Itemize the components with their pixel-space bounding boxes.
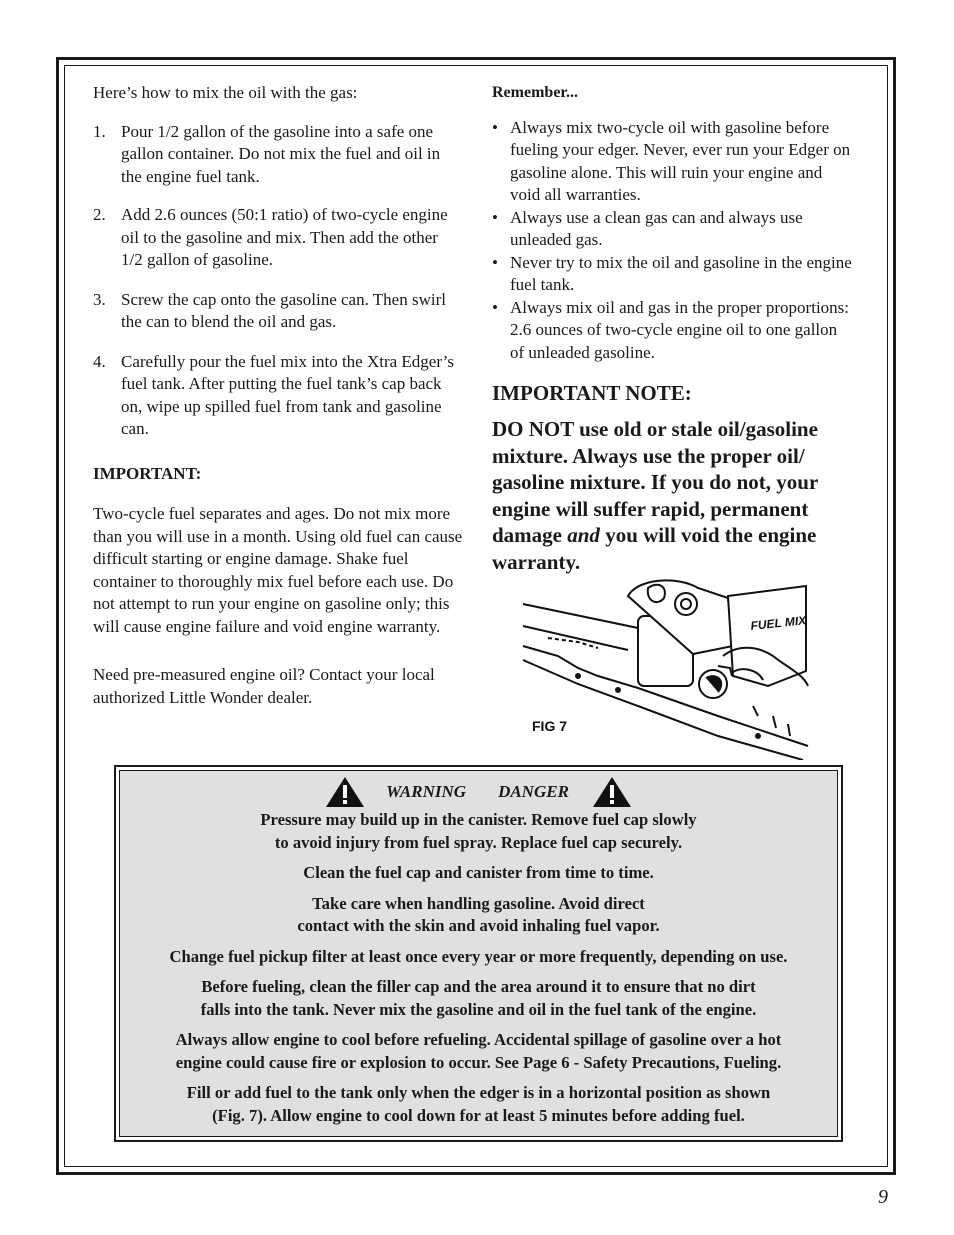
step-item [93, 289, 463, 334]
warning-line: Clean the fuel cap and canister from time to time. [303, 863, 654, 882]
remember-item [492, 252, 852, 297]
remember-list [492, 117, 852, 365]
step-number: 4. [93, 351, 106, 371]
remember-item [492, 297, 852, 365]
remember-text: Never try to mix the oil and gasoline in the engine fuel tank. [510, 252, 852, 294]
warning-paragraph [119, 1082, 838, 1127]
note-text-emphasis: and [567, 523, 600, 547]
warning-line: falls into the tank. Never mix the gasoline and oil in the fuel tank of the engine. [200, 999, 757, 1019]
warning-line: to avoid injury from fuel spray. Replace fuel cap securely. [274, 832, 683, 852]
important-heading: IMPORTANT: [93, 463, 202, 483]
important-note-text [492, 416, 852, 575]
step-text: Add 2.6 ounces (50:1 ratio) of two-cycle engine oil to the gasoline and mix. Then add the other 1/2 gallon of gasoline. [121, 205, 448, 269]
warning-line: Before fueling, clean the filler cap and the area around it to ensure that no dirt [201, 977, 756, 996]
bullet-icon: • [492, 117, 498, 137]
important-text: Two-cycle fuel separates and ages. Do not mix more than you will use in a month. Using old fuel can cause difficult starting or engine damage. Shake fuel container to thoroughly mix fuel before each use. Do not attempt to run your engine on gasoline only; this will cause engine failure and void engine warranty. [93, 504, 463, 636]
warning-triangle-icon [324, 775, 366, 809]
note-text-part1: DO NOT use old or stale oil/gasoline mixture. Always use the proper oil/ gasoline mixture. If you do not, your engine will suffer rapid, permanent damage [492, 417, 818, 547]
warning-line: engine could cause fire or explosion to occur. See Page 6 - Safety Precautions, Fueling. [175, 1052, 782, 1072]
dealer-text: Need pre-measured engine oil? Contact your local authorized Little Wonder dealer. [93, 665, 435, 707]
remember-item [492, 117, 852, 207]
warning-paragraph [119, 809, 838, 854]
warning-paragraph [119, 862, 838, 885]
warning-paragraph [119, 893, 838, 938]
step-text: Carefully pour the fuel mix into the Xtra Edger’s fuel tank. After putting the fuel tank’s cap back on, wipe up spilled fuel from tank and gasoline can. [121, 351, 454, 438]
warning-content [119, 775, 838, 1135]
tank-cap [675, 593, 697, 615]
step-item [93, 121, 463, 189]
remember-text: Always use a clean gas can and always use unleaded gas. [510, 207, 803, 249]
warning-line: contact with the skin and avoid inhaling fuel vapor. [297, 916, 660, 935]
warning-label: WARNING [386, 781, 467, 801]
shaft-ribbing [548, 638, 598, 648]
warning-line: Change fuel pickup filter at least once every year or more frequently, depending on use. [169, 946, 788, 966]
step-number: 3. [93, 289, 106, 309]
bullet-icon: • [492, 297, 498, 317]
mix-steps [93, 121, 463, 441]
warning-paragraph [119, 976, 838, 1021]
warning-header [119, 775, 838, 809]
step-text: Screw the cap onto the gasoline can. Then swirl the can to blend the oil and gas. [121, 289, 446, 331]
right-column [492, 82, 852, 575]
rivet [756, 734, 760, 738]
step-item [93, 351, 463, 441]
danger-label: DANGER [498, 781, 569, 801]
warning-line: (Fig. 7). Allow engine to cool down for at least 5 minutes before adding fuel. [212, 1105, 745, 1125]
figure-7-illustration [518, 576, 813, 760]
left-column [93, 82, 463, 709]
page-number: 9 [878, 1186, 888, 1208]
danger-triangle-icon [591, 775, 633, 809]
step-number: 1. [93, 121, 106, 141]
warning-line: Always allow engine to cool before refueling. Accidental spillage of gasoline over a hot [175, 1030, 782, 1049]
remember-heading: Remember... [492, 84, 579, 101]
warning-line: Pressure may build up in the canister. Remove fuel cap slowly [260, 810, 697, 829]
step-item [93, 204, 463, 272]
important-note-heading: IMPORTANT NOTE: [492, 381, 692, 405]
ground-marks [753, 706, 790, 736]
fuel-can-label: FUEL MIX [749, 613, 807, 633]
warning-paragraph [119, 1029, 838, 1074]
rivet [576, 674, 580, 678]
warning-paragraph [119, 946, 838, 969]
warning-line: Take care when handling gasoline. Avoid direct [312, 893, 645, 913]
remember-text: Always mix oil and gas in the proper proportions: 2.6 ounces of two-cycle engine oil to one gallon of unleaded gasoline. [510, 297, 850, 362]
step-number: 2. [93, 205, 106, 224]
step-text: Pour 1/2 gallon of the gasoline into a safe one gallon container. Do not mix the fuel and oil in the engine fuel tank. [121, 121, 441, 186]
remember-text: Always mix two-cycle oil with gasoline before fueling your edger. Never, ever run your Edger on gasoline alone. This will ruin your engine and void all warranties. [510, 117, 851, 204]
shaft-bottom-line [523, 626, 628, 650]
bullet-icon: • [492, 252, 498, 272]
note-text-part2: you will void the engine warranty. [492, 523, 817, 574]
remember-item [492, 207, 852, 252]
warning-line: Fill or add fuel to the tank only when the edger is in a horizontal position as shown [186, 1083, 771, 1102]
rivet [616, 688, 620, 692]
bullet-icon: • [492, 207, 498, 227]
figure-caption: FIG 7 [532, 718, 568, 734]
mix-intro: Here’s how to mix the oil with the gas: [93, 83, 358, 102]
